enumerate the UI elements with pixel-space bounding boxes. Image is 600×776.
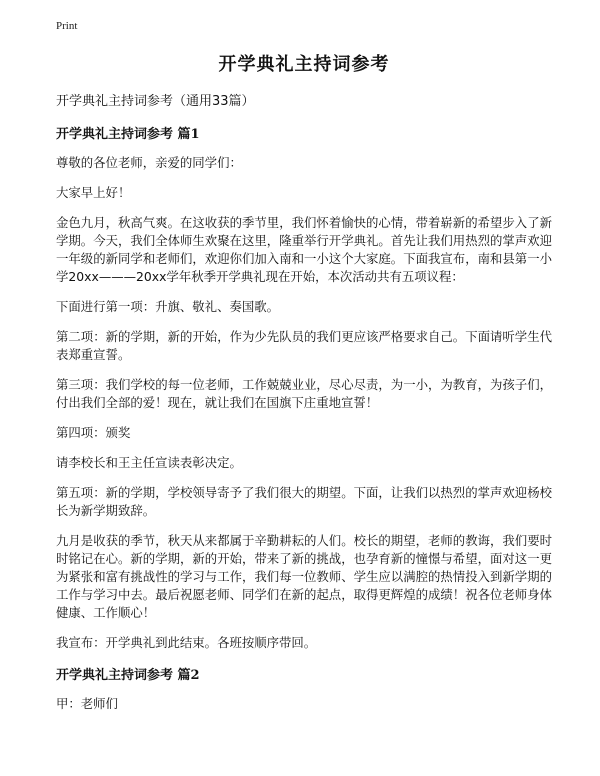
- paragraph: 第三项：我们学校的每一位老师，工作兢兢业业，尽心尽责，为一小，为教育，为孩子们，付出我们全部的爱！现在，就让我们在国旗下庄重地宣誓！: [56, 377, 552, 410]
- document-page: [56, 50, 552, 725]
- page-title: 开学典礼主持词参考: [218, 54, 390, 75]
- paragraph: 大家早上好！: [56, 185, 131, 200]
- paragraph: 第五项：新的学期，学校领导寄予了我们很大的期望。下面，让我们以热烈的掌声欢迎杨校长为新学期致辞。: [56, 485, 552, 518]
- paragraph: 金色九月，秋高气爽。在这收获的季节里，我们怀着愉快的心情，带着崭新的希望步入了新学期。今天，我们全体师生欢聚在这里，隆重举行开学典礼。首先让我们用热烈的掌声欢迎一年级的新同学和老师们，欢迎你们加入南和一小这个大家庭。下面我宣布，南和县第一小学20xx———20xx学年秋季开学典礼现在开始，本次活动共有五项议程：: [56, 215, 552, 284]
- paragraph: 第四项：颁奖: [56, 425, 131, 440]
- section-heading-1: 开学典礼主持词参考 篇1: [56, 127, 200, 142]
- print-link[interactable]: Print: [56, 20, 78, 32]
- paragraph: 我宣布：开学典礼到此结束。各班按顺序带回。: [56, 635, 317, 650]
- paragraph: 九月是收获的季节，秋天从来都属于辛勤耕耘的人们。校长的期望，老师的教诲，我们要时时铭记在心。新的学期，新的开始，带来了新的挑战，也孕育新的憧憬与希望，面对这一更为紧张和富有挑战性的学习与工作，我们每一位教师、学生应以满腔的热情投入到新学期的工作与学习中去。最后祝愿老师、同学们在新的起点，取得更辉煌的成绩！祝各位老师身体健康、工作顺心！: [56, 533, 552, 620]
- paragraph: 第二项：新的学期，新的开始，作为少先队员的我们更应该严格要求自己。下面请听学生代表郑重宣誓。: [56, 329, 552, 362]
- paragraph: 甲：老师们: [56, 696, 118, 711]
- paragraph: 请李校长和王主任宣读表彰决定。: [56, 455, 242, 470]
- section-heading-2: 开学典礼主持词参考 篇2: [56, 668, 200, 683]
- paragraph: 尊敬的各位老师，亲爱的同学们：: [56, 155, 242, 170]
- paragraph: 下面进行第一项：升旗、敬礼、奏国歌。: [56, 299, 280, 314]
- document-subtitle: 开学典礼主持词参考（通用33篇）: [56, 94, 255, 109]
